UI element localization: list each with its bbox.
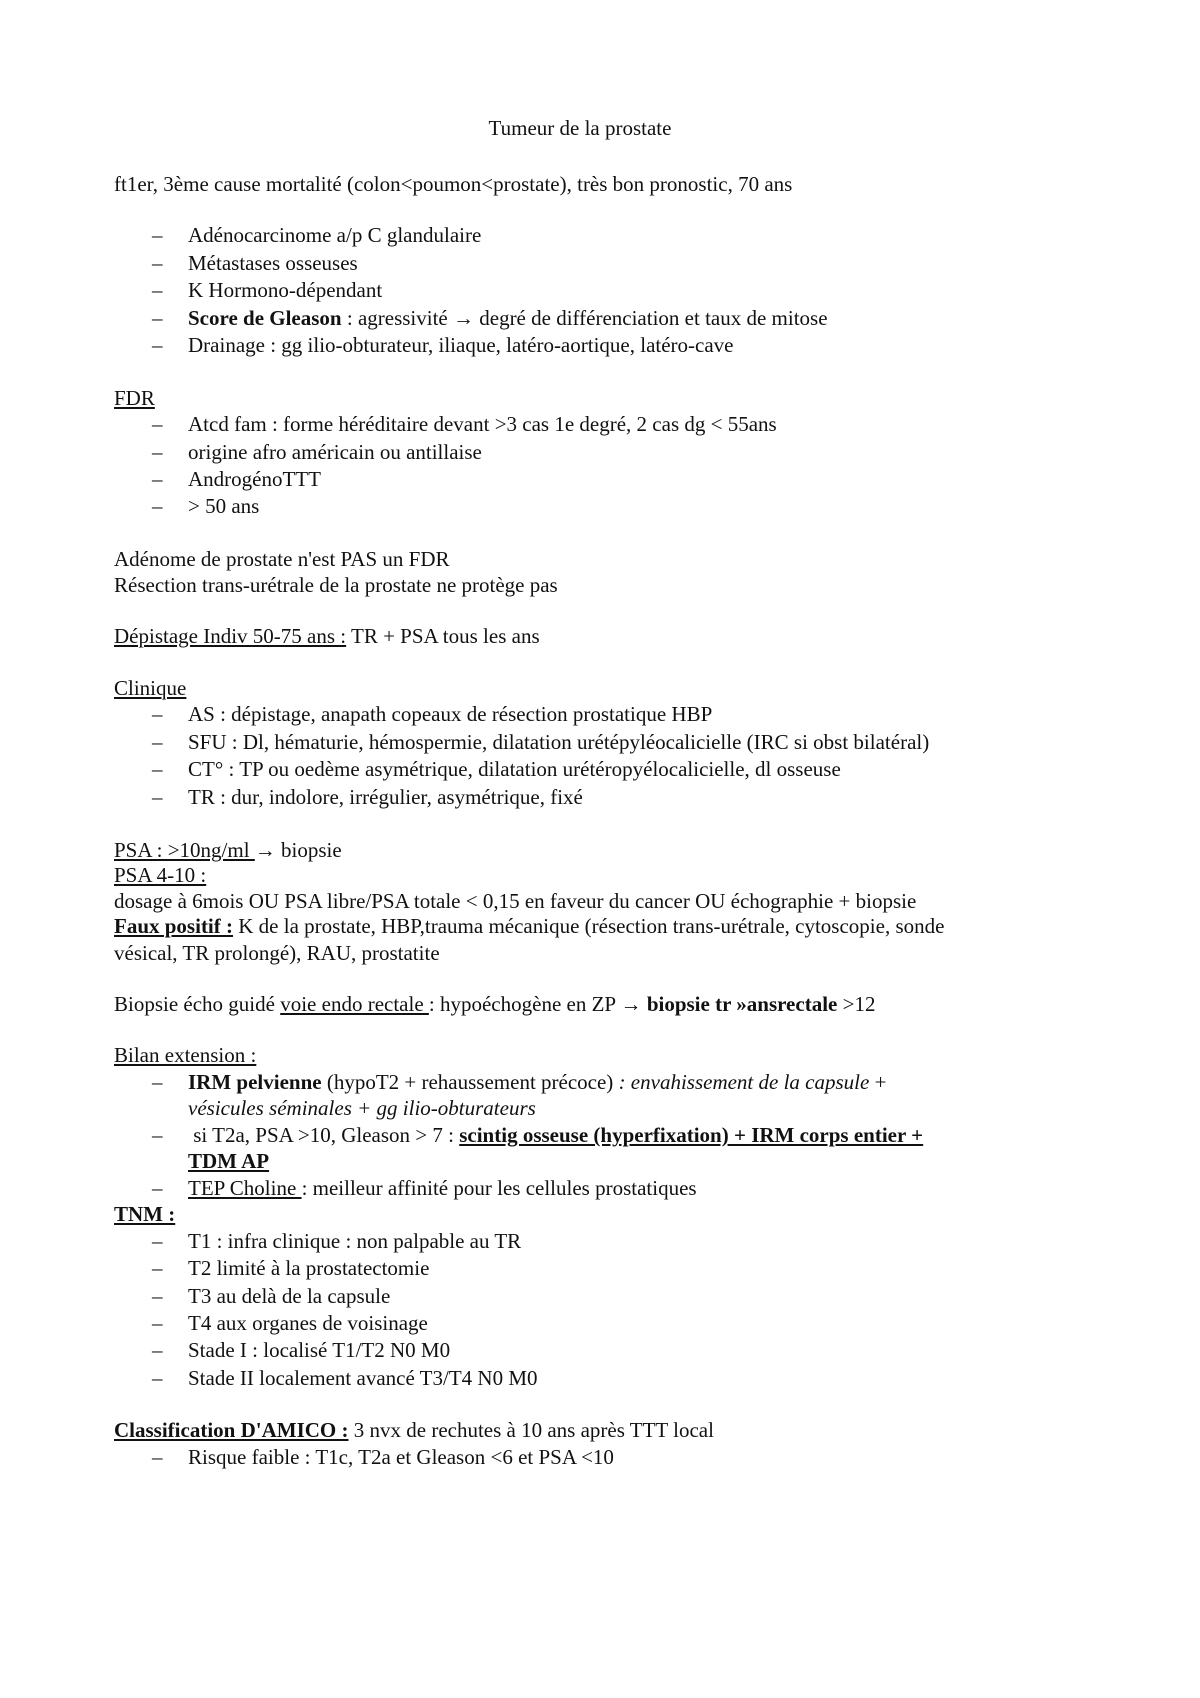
intro-line: ft1er, 3ème cause mortalité (colon<poumon<prostate), très bon pronostic, 70 ans [114, 172, 793, 196]
depistage-line: Dépistage Indiv 50-75 ans : TR + PSA tous les ans [114, 624, 540, 648]
section-heading-clinique: Clinique [114, 676, 187, 700]
biopsie-line: Biopsie écho guidé voie endo rectale : hypoéchogène en ZP → biopsie tr »ansrectale >12 [114, 992, 876, 1016]
list-item: – Stade I : localisé T1/T2 N0 M0 [152, 1338, 451, 1362]
faux-positif-line: Faux positif : K de la prostate, HBP,trauma mécanique (résection trans-urétrale, cytoscopie, sonde [114, 914, 945, 938]
list-item: – K Hormono-dépendant [152, 278, 383, 302]
list-item: – CT° : TP ou oedème asymétrique, dilatation urétéropyélocalicielle, dl osseuse [152, 757, 841, 781]
list-item: – Drainage : gg ilio-obturateur, iliaque, latéro-aortique, latéro-cave [152, 333, 734, 357]
list-item: – T1 : infra clinique : non palpable au TR [152, 1229, 522, 1253]
list-item: – Risque faible : T1c, T2a et Gleason <6 et PSA <10 [152, 1445, 614, 1469]
list-item: – T2 limité à la prostatectomie [152, 1256, 430, 1280]
list-item-cont: vésicules séminales + gg ilio-obturateurs [188, 1096, 536, 1120]
list-item: – Adénocarcinome a/p C glandulaire [152, 223, 482, 247]
list-item: – SFU : Dl, hématurie, hémospermie, dilatation urétépyléocalicielle (IRC si obst bilatéral) [152, 730, 930, 754]
list-item-gleason: – Score de Gleason : agressivité → degré de différenciation et taux de mitose [152, 306, 828, 330]
page-title: Tumeur de la prostate [488, 116, 672, 140]
psa-line: PSA 4-10 : [114, 863, 207, 887]
list-item: – TR : dur, indolore, irrégulier, asymétrique, fixé [152, 785, 583, 809]
list-item: – Stade II localement avancé T3/T4 N0 M0 [152, 1366, 538, 1390]
faux-positif-cont: vésical, TR prolongé), RAU, prostatite [114, 941, 440, 965]
psa-line: dosage à 6mois OU PSA libre/PSA totale < 0,15 en faveur du cancer OU échographie + biopsie [114, 889, 917, 913]
list-item: – T4 aux organes de voisinage [152, 1311, 428, 1335]
psa-line: PSA : >10ng/ml → biopsie [114, 838, 342, 862]
list-item-scintig: – si T2a, PSA >10, Gleason > 7 : scintig osseuse (hyperfixation) + IRM corps entier + [152, 1123, 924, 1147]
list-item-irm: – IRM pelvienne (hypoT2 + rehaussement précoce) : envahissement de la capsule + [152, 1070, 887, 1094]
list-item: – > 50 ans [152, 494, 260, 518]
list-item: – origine afro américain ou antillaise [152, 440, 482, 464]
amico-line: Classification D'AMICO : 3 nvx de rechutes à 10 ans après TTT local [114, 1418, 714, 1442]
list-item: – Métastases osseuses [152, 251, 358, 275]
text-line: Adénome de prostate n'est PAS un FDR [114, 547, 450, 571]
section-heading-fdr: FDR [114, 386, 155, 410]
list-item-tep: – TEP Choline : meilleur affinité pour les cellules prostatiques [152, 1176, 697, 1200]
section-heading-tnm: TNM : [114, 1202, 176, 1226]
section-heading-bilan: Bilan extension : [114, 1043, 257, 1067]
list-item: – AS : dépistage, anapath copeaux de résection prostatique HBP [152, 702, 713, 726]
list-item-cont: TDM AP [188, 1149, 270, 1173]
list-item: – AndrogénoTTT [152, 467, 321, 491]
list-item: – T3 au delà de la capsule [152, 1284, 391, 1308]
gleason-label: Score de Gleason [188, 306, 342, 330]
text-line: Résection trans-urétrale de la prostate ne protège pas [114, 573, 558, 597]
list-item: – Atcd fam : forme héréditaire devant >3 cas 1e degré, 2 cas dg < 55ans [152, 412, 777, 436]
